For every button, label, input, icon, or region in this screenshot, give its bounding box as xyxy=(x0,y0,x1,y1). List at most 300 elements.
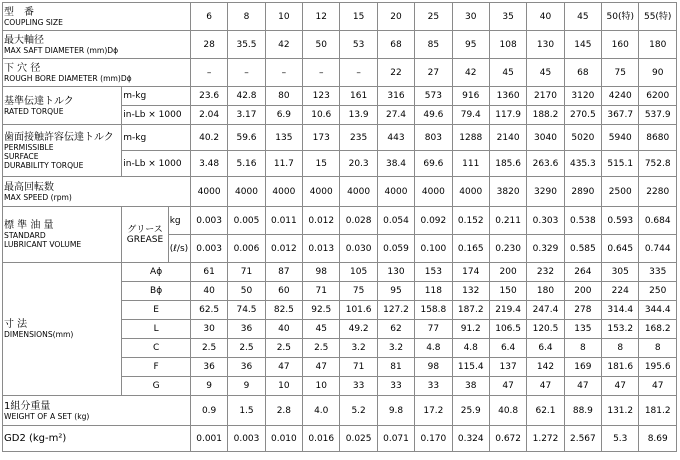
value-cell: 77 xyxy=(415,320,452,339)
value-cell: 224 xyxy=(602,282,639,301)
value-cell: 150 xyxy=(489,282,526,301)
value-cell: 188.2 xyxy=(527,106,564,125)
value-cell: 0.011 xyxy=(265,207,302,235)
weight-label-jp: 1組分重量 xyxy=(4,400,51,412)
value-cell: 13.9 xyxy=(340,106,377,125)
dimension-symbol: C xyxy=(122,339,191,358)
gd2-label: GD2 (kg-m²) xyxy=(3,426,191,452)
value-cell: 0.645 xyxy=(602,235,639,263)
value-cell: 131.2 xyxy=(602,396,639,426)
value-cell: 33 xyxy=(340,377,377,396)
value-cell: 2.5 xyxy=(190,339,227,358)
value-cell: 264 xyxy=(564,263,601,282)
size-header-cell: 10 xyxy=(265,3,302,31)
value-cell: 47 xyxy=(564,377,601,396)
value-cell: 59.6 xyxy=(228,125,265,151)
max-bore-label-en: MAX SAFT DIAMETER (mm)Dϕ xyxy=(4,45,119,55)
value-cell: 5940 xyxy=(602,125,639,151)
value-cell: 263.6 xyxy=(527,151,564,177)
value-cell: 74.5 xyxy=(228,301,265,320)
value-cell: 160 xyxy=(602,31,639,59)
lubricant-label-en: LUBRICANT VOLUME xyxy=(4,240,82,249)
value-cell: 145 xyxy=(564,31,601,59)
max-bore-label xyxy=(3,31,191,59)
value-cell: 1.5 xyxy=(228,396,265,426)
value-cell: 2280 xyxy=(639,177,677,207)
value-cell: 335 xyxy=(639,263,677,282)
value-cell: 27.4 xyxy=(377,106,414,125)
max-speed-label xyxy=(3,177,191,207)
value-cell: 22 xyxy=(377,59,414,87)
value-cell: 135 xyxy=(564,320,601,339)
value-cell: 0.170 xyxy=(415,426,452,452)
value-cell: 4240 xyxy=(602,87,639,106)
lubricant-label xyxy=(3,207,122,263)
value-cell: 278 xyxy=(564,301,601,320)
value-cell: 17.2 xyxy=(415,396,452,426)
value-cell: 25.9 xyxy=(452,396,489,426)
value-cell: 247.4 xyxy=(527,301,564,320)
value-cell: 0.012 xyxy=(265,235,302,263)
value-cell: 71 xyxy=(303,282,340,301)
value-cell: 47 xyxy=(489,377,526,396)
value-cell: 50 xyxy=(228,282,265,301)
value-cell: 36 xyxy=(228,358,265,377)
value-cell: 69.6 xyxy=(415,151,452,177)
dimensions-label-en: DIMENSIONS(mm) xyxy=(4,330,74,339)
value-cell: 135 xyxy=(265,125,302,151)
value-cell: 45 xyxy=(527,59,564,87)
table-row xyxy=(3,263,677,282)
value-cell: 0.324 xyxy=(452,426,489,452)
size-header-cell: 25 xyxy=(415,3,452,31)
value-cell: 49.6 xyxy=(415,106,452,125)
value-cell: 1.272 xyxy=(527,426,564,452)
value-cell: 42.8 xyxy=(228,87,265,106)
size-header-cell: 15 xyxy=(340,3,377,31)
value-cell: 3.48 xyxy=(190,151,227,177)
value-cell: 0.538 xyxy=(564,207,601,235)
value-cell: 117.9 xyxy=(489,106,526,125)
value-cell: 0.071 xyxy=(377,426,414,452)
value-cell: – xyxy=(340,59,377,87)
value-cell: 81 xyxy=(377,358,414,377)
value-cell: 0.100 xyxy=(415,235,452,263)
value-cell: 0.001 xyxy=(190,426,227,452)
value-cell: 91.2 xyxy=(452,320,489,339)
surface-torque-label xyxy=(3,125,122,177)
value-cell: 33 xyxy=(415,377,452,396)
size-header-cell: 8 xyxy=(228,3,265,31)
value-cell: 49.2 xyxy=(340,320,377,339)
value-cell: 4.0 xyxy=(303,396,340,426)
value-cell: 916 xyxy=(452,87,489,106)
value-cell: 4000 xyxy=(190,177,227,207)
value-cell: 185.6 xyxy=(489,151,526,177)
unit-label: m-kg xyxy=(122,87,191,106)
grease-en: GREASE xyxy=(126,234,164,245)
value-cell: 5020 xyxy=(564,125,601,151)
value-cell: 62.5 xyxy=(190,301,227,320)
rated-torque-label xyxy=(3,87,122,125)
value-cell: – xyxy=(265,59,302,87)
value-cell: 232 xyxy=(527,263,564,282)
value-cell: 2.8 xyxy=(265,396,302,426)
value-cell: 6200 xyxy=(639,87,677,106)
lubricant-label-jp: 標 準 油 量 xyxy=(4,220,54,231)
value-cell: 0.006 xyxy=(228,235,265,263)
value-cell: 71 xyxy=(228,263,265,282)
table-row xyxy=(3,87,677,106)
max-speed-label-en: MAX SPEED (rpm) xyxy=(4,192,72,202)
value-cell: 38.4 xyxy=(377,151,414,177)
value-cell: 47 xyxy=(265,358,302,377)
value-cell: 4.8 xyxy=(415,339,452,358)
value-cell: 79.4 xyxy=(452,106,489,125)
value-cell: 8 xyxy=(602,339,639,358)
size-header-cell: 12 xyxy=(303,3,340,31)
value-cell: 5.3 xyxy=(602,426,639,452)
value-cell: 62.1 xyxy=(527,396,564,426)
value-cell: 60 xyxy=(265,282,302,301)
coupling-size-header-jp: 型 番 xyxy=(4,6,34,18)
value-cell: – xyxy=(190,59,227,87)
value-cell: 98 xyxy=(415,358,452,377)
value-cell: 0.165 xyxy=(452,235,489,263)
value-cell: 6.4 xyxy=(489,339,526,358)
value-cell: 0.010 xyxy=(265,426,302,452)
value-cell: 3040 xyxy=(527,125,564,151)
value-cell: 153 xyxy=(415,263,452,282)
value-cell: – xyxy=(303,59,340,87)
value-cell: 181.6 xyxy=(602,358,639,377)
value-cell: 98 xyxy=(303,263,340,282)
value-cell: 0.230 xyxy=(489,235,526,263)
value-cell: 187.2 xyxy=(452,301,489,320)
value-cell: 0.003 xyxy=(190,207,227,235)
value-cell: 40.8 xyxy=(489,396,526,426)
value-cell: 4000 xyxy=(452,177,489,207)
value-cell: 573 xyxy=(415,87,452,106)
lubricant-label-en: STANDARD xyxy=(4,231,46,240)
value-cell: 515.1 xyxy=(602,151,639,177)
value-cell: 45 xyxy=(489,59,526,87)
value-cell: 5.16 xyxy=(228,151,265,177)
value-cell: 35.5 xyxy=(228,31,265,59)
table-row xyxy=(3,31,677,59)
weight-label-en: WEIGHT OF A SET (kg) xyxy=(4,411,90,421)
value-cell: 8.69 xyxy=(639,426,677,452)
size-header-cell: 35 xyxy=(489,3,526,31)
surface-torque-label-en: DURABILITY TORQUE xyxy=(4,160,84,170)
value-cell: 47 xyxy=(303,358,340,377)
value-cell: 173 xyxy=(303,125,340,151)
value-cell: 270.5 xyxy=(564,106,601,125)
size-header-cell: 20 xyxy=(377,3,414,31)
value-cell: 4000 xyxy=(340,177,377,207)
value-cell: 435.3 xyxy=(564,151,601,177)
value-cell: 180 xyxy=(527,282,564,301)
unit-label: in-Lb × 1000 xyxy=(122,106,191,125)
value-cell: 9 xyxy=(228,377,265,396)
value-cell: 200 xyxy=(564,282,601,301)
table-row xyxy=(3,3,677,31)
table-row xyxy=(3,177,677,207)
value-cell: 0.585 xyxy=(564,235,601,263)
value-cell: 0.005 xyxy=(228,207,265,235)
value-cell: 0.013 xyxy=(303,235,340,263)
value-cell: 3290 xyxy=(527,177,564,207)
value-cell: 2500 xyxy=(602,177,639,207)
value-cell: 68 xyxy=(377,31,414,59)
value-cell: 344.4 xyxy=(639,301,677,320)
surface-torque-label-en: SURFACE xyxy=(4,151,39,161)
value-cell: 61 xyxy=(190,263,227,282)
size-header-cell: 55(特) xyxy=(639,3,677,31)
coupling-spec-table xyxy=(2,2,677,452)
value-cell: 2170 xyxy=(527,87,564,106)
value-cell: 106.5 xyxy=(489,320,526,339)
value-cell: 40.2 xyxy=(190,125,227,151)
grease-jp: グリース xyxy=(127,224,163,235)
value-cell: 38 xyxy=(452,377,489,396)
value-cell: 0.211 xyxy=(489,207,526,235)
value-cell: 3.17 xyxy=(228,106,265,125)
table-row xyxy=(3,59,677,87)
value-cell: – xyxy=(228,59,265,87)
size-header-cell: 50(特) xyxy=(602,3,639,31)
value-cell: 137 xyxy=(489,358,526,377)
value-cell: 40 xyxy=(265,320,302,339)
value-cell: 130 xyxy=(527,31,564,59)
value-cell: 82.5 xyxy=(265,301,302,320)
value-cell: 0.303 xyxy=(527,207,564,235)
rough-bore-label-jp: 下 穴 径 xyxy=(4,62,41,74)
table-row xyxy=(3,207,677,235)
value-cell: 4.8 xyxy=(452,339,489,358)
value-cell: 80 xyxy=(265,87,302,106)
rated-torque-label-jp: 基準伝達トルク xyxy=(4,95,74,107)
value-cell: 4000 xyxy=(228,177,265,207)
value-cell: 45 xyxy=(303,320,340,339)
value-cell: 0.059 xyxy=(377,235,414,263)
value-cell: 1288 xyxy=(452,125,489,151)
value-cell: 8680 xyxy=(639,125,677,151)
value-cell: 316 xyxy=(377,87,414,106)
value-cell: 33 xyxy=(377,377,414,396)
value-cell: 15 xyxy=(303,151,340,177)
value-cell: 42 xyxy=(265,31,302,59)
value-cell: 537.9 xyxy=(639,106,677,125)
table-row xyxy=(3,396,677,426)
value-cell: 4000 xyxy=(377,177,414,207)
value-cell: 181.2 xyxy=(639,396,677,426)
value-cell: 180 xyxy=(639,31,677,59)
size-header-cell: 40 xyxy=(527,3,564,31)
value-cell: 752.8 xyxy=(639,151,677,177)
value-cell: 3820 xyxy=(489,177,526,207)
value-cell: 36 xyxy=(190,358,227,377)
surface-torque-label-jp: 歯面接触許容伝達トルク xyxy=(4,131,114,143)
value-cell: 27 xyxy=(415,59,452,87)
value-cell: 367.7 xyxy=(602,106,639,125)
value-cell: 75 xyxy=(602,59,639,87)
value-cell: 40 xyxy=(190,282,227,301)
value-cell: 4000 xyxy=(303,177,340,207)
value-cell: 0.9 xyxy=(190,396,227,426)
value-cell: 92.5 xyxy=(303,301,340,320)
value-cell: 2140 xyxy=(489,125,526,151)
value-cell: 142 xyxy=(527,358,564,377)
value-cell: 2.567 xyxy=(564,426,601,452)
value-cell: 0.025 xyxy=(340,426,377,452)
rough-bore-label xyxy=(3,59,191,87)
value-cell: 0.684 xyxy=(639,207,677,235)
value-cell: 47 xyxy=(639,377,677,396)
dimension-symbol: F xyxy=(122,358,191,377)
value-cell: 28 xyxy=(190,31,227,59)
value-cell: 1360 xyxy=(489,87,526,106)
value-cell: 120.5 xyxy=(527,320,564,339)
value-cell: 0.152 xyxy=(452,207,489,235)
table-row xyxy=(3,426,677,452)
value-cell: 0.028 xyxy=(340,207,377,235)
value-cell: 443 xyxy=(377,125,414,151)
value-cell: 62 xyxy=(377,320,414,339)
rough-bore-label-en: ROUGH BORE DIAMETER (mm)Dϕ xyxy=(4,73,132,83)
value-cell: 85 xyxy=(415,31,452,59)
size-header-cell: 30 xyxy=(452,3,489,31)
value-cell: 4000 xyxy=(415,177,452,207)
value-cell: 169 xyxy=(564,358,601,377)
value-cell: 10.6 xyxy=(303,106,340,125)
value-cell: 4000 xyxy=(265,177,302,207)
value-cell: 0.012 xyxy=(303,207,340,235)
unit-label: in-Lb × 1000 xyxy=(122,151,191,177)
value-cell: 101.6 xyxy=(340,301,377,320)
value-cell: 3120 xyxy=(564,87,601,106)
unit-label: kg xyxy=(168,207,190,235)
unit-label: (ℓ/s) xyxy=(168,235,190,263)
value-cell: 30 xyxy=(190,320,227,339)
value-cell: 3.2 xyxy=(340,339,377,358)
value-cell: 9.8 xyxy=(377,396,414,426)
value-cell: 314.4 xyxy=(602,301,639,320)
value-cell: 235 xyxy=(340,125,377,151)
value-cell: 87 xyxy=(265,263,302,282)
value-cell: 174 xyxy=(452,263,489,282)
coupling-size-header xyxy=(3,3,191,31)
value-cell: 0.054 xyxy=(377,207,414,235)
dimension-symbol: L xyxy=(122,320,191,339)
value-cell: 36 xyxy=(228,320,265,339)
value-cell: 0.672 xyxy=(489,426,526,452)
value-cell: 10 xyxy=(303,377,340,396)
value-cell: 195.6 xyxy=(639,358,677,377)
value-cell: 200 xyxy=(489,263,526,282)
value-cell: 6.9 xyxy=(265,106,302,125)
size-header-cell: 45 xyxy=(564,3,601,31)
value-cell: 71 xyxy=(340,358,377,377)
grease-label xyxy=(122,207,168,263)
value-cell: 0.003 xyxy=(190,235,227,263)
value-cell: 6.4 xyxy=(527,339,564,358)
value-cell: 10 xyxy=(265,377,302,396)
unit-label: m-kg xyxy=(122,125,191,151)
value-cell: 95 xyxy=(377,282,414,301)
value-cell: 130 xyxy=(377,263,414,282)
surface-torque-label-en: PERMISSIBLE xyxy=(4,142,54,152)
value-cell: 0.593 xyxy=(602,207,639,235)
value-cell: 2890 xyxy=(564,177,601,207)
value-cell: 219.4 xyxy=(489,301,526,320)
value-cell: 5.2 xyxy=(340,396,377,426)
value-cell: 53 xyxy=(340,31,377,59)
value-cell: 108 xyxy=(489,31,526,59)
value-cell: 168.2 xyxy=(639,320,677,339)
dimension-symbol: E xyxy=(122,301,191,320)
dimensions-label xyxy=(3,263,122,396)
max-speed-label-jp: 最高回転数 xyxy=(4,181,54,193)
value-cell: 803 xyxy=(415,125,452,151)
value-cell: 0.016 xyxy=(303,426,340,452)
coupling-size-header-en: COUPLING SIZE xyxy=(4,17,63,27)
table-row xyxy=(3,125,677,151)
value-cell: 50 xyxy=(303,31,340,59)
dimensions-label-jp: 寸 法 xyxy=(4,319,28,330)
size-header-cell: 6 xyxy=(190,3,227,31)
value-cell: 2.5 xyxy=(265,339,302,358)
value-cell: 105 xyxy=(340,263,377,282)
value-cell: 88.9 xyxy=(564,396,601,426)
value-cell: 8 xyxy=(639,339,677,358)
value-cell: 111 xyxy=(452,151,489,177)
value-cell: 250 xyxy=(639,282,677,301)
value-cell: 95 xyxy=(452,31,489,59)
dimension-symbol: G xyxy=(122,377,191,396)
value-cell: 115.4 xyxy=(452,358,489,377)
value-cell: 2.5 xyxy=(228,339,265,358)
value-cell: 0.030 xyxy=(340,235,377,263)
value-cell: 2.5 xyxy=(303,339,340,358)
value-cell: 127.2 xyxy=(377,301,414,320)
value-cell: 8 xyxy=(564,339,601,358)
value-cell: 0.744 xyxy=(639,235,677,263)
value-cell: 2.04 xyxy=(190,106,227,125)
dimension-symbol: Bϕ xyxy=(122,282,191,301)
value-cell: 90 xyxy=(639,59,677,87)
value-cell: 0.092 xyxy=(415,207,452,235)
value-cell: 20.3 xyxy=(340,151,377,177)
value-cell: 118 xyxy=(415,282,452,301)
value-cell: 9 xyxy=(190,377,227,396)
value-cell: 305 xyxy=(602,263,639,282)
value-cell: 153.2 xyxy=(602,320,639,339)
rated-torque-label-en: RATED TORQUE xyxy=(4,106,64,116)
value-cell: 42 xyxy=(452,59,489,87)
value-cell: 0.003 xyxy=(228,426,265,452)
value-cell: 68 xyxy=(564,59,601,87)
value-cell: 47 xyxy=(527,377,564,396)
value-cell: 23.6 xyxy=(190,87,227,106)
value-cell: 132 xyxy=(452,282,489,301)
value-cell: 161 xyxy=(340,87,377,106)
value-cell: 0.329 xyxy=(527,235,564,263)
value-cell: 11.7 xyxy=(265,151,302,177)
value-cell: 123 xyxy=(303,87,340,106)
value-cell: 47 xyxy=(602,377,639,396)
weight-label xyxy=(3,396,191,426)
